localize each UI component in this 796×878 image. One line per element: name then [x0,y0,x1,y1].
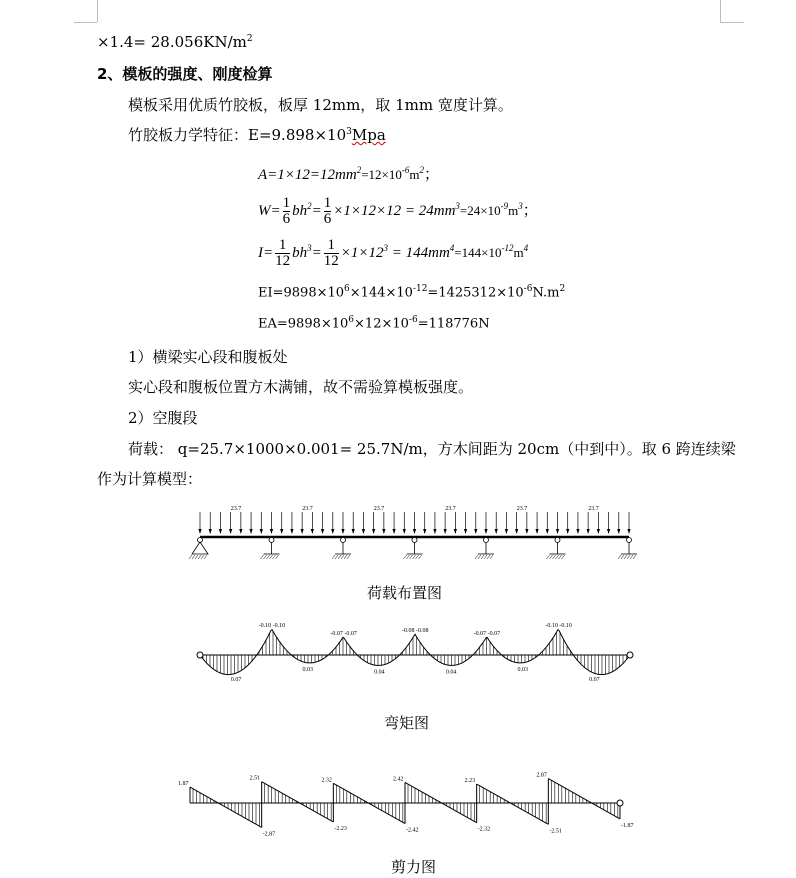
support-hatch [490,555,493,559]
moment-span-label: 0.03 [517,666,528,673]
load-arrowhead [229,529,232,534]
load-arrowhead [535,529,538,534]
support-hatch [547,555,550,559]
shear-top-label: 2.23 [464,778,476,785]
moment-support-label: -0.08 -0.08 [402,628,429,635]
support-hatch [261,555,264,559]
load-arrowhead [413,529,416,534]
support-hatch [553,555,556,559]
paragraph-material: 竹胶板力学特征：$E=9.898\times 10^3Mpa$ [128,126,386,144]
load-arrowhead [392,529,395,534]
section-heading: 2、模板的强度、刚度检算 [97,65,273,83]
support-hatch [484,555,487,559]
load-arrowhead [484,529,487,534]
caption-load-diagram: 荷载布置图 [367,584,443,602]
load-arrowhead [280,529,283,534]
load-arrowhead [607,529,610,534]
support-fixed [192,542,208,554]
shear-top-label: 2.32 [321,777,332,784]
moment-support-label: -0.10 -0.10 [545,623,572,629]
support-hatch [341,555,344,559]
list-item-solid-section: 1）横梁实心段和腹板处 [128,348,288,366]
load-arrowhead [239,529,242,534]
load-arrowhead [627,529,630,534]
load-arrowhead [331,529,334,534]
shear-top-label: 2.42 [393,776,404,783]
support-hatch [419,555,422,559]
load-arrowhead [576,529,579,534]
support-hatch [624,555,627,559]
load-value-label: 23.7 [302,506,313,512]
load-arrowhead [260,529,263,534]
formula-area: $A=1\times 12=12mm^2=12\times 10^{-6}m^2$； [258,165,440,183]
support-hatch [404,555,407,559]
support-pin [412,538,417,543]
load-arrowhead [515,529,518,534]
support-hatch [407,555,410,559]
support-hatch [189,555,192,559]
support-hatch [264,555,267,559]
load-arrowhead [474,529,477,534]
shear-bottom-label: -2.42 [406,827,419,834]
moment-support-label: -0.07 -0.07 [473,630,501,637]
corner-mark-left-h [74,22,97,23]
load-arrowhead [454,529,457,534]
load-value-label: 23.7 [373,506,385,512]
load-arrowhead [209,529,212,534]
paragraph-model: 作为计算模型： [97,470,203,488]
corner-mark-right-h [720,22,744,23]
load-arrowhead [311,529,314,534]
load-arrowhead [290,529,293,534]
support-hatch [550,555,553,559]
support-hatch [413,555,416,559]
load-arrowhead [423,529,426,534]
moment-span-label: 0.07 [589,677,600,684]
support-pin [341,538,346,543]
support-pin [627,538,632,543]
support-hatch [335,555,338,559]
load-arrowhead [464,529,467,534]
support-hatch [487,555,490,559]
shear-top-label: 2.51 [249,775,261,782]
line-continued: $\times 1.4= 28.056KN/m^2$ [97,33,253,51]
shear-diagram [170,765,640,840]
shear-slope-line [190,787,262,827]
moment-support-label: -0.10 -0.10 [258,623,286,629]
support-hatch [198,555,201,559]
support-pin [269,538,274,543]
formula-ei: $EI=9898\times 10^6\times 144\times 10^{-12}=1425312\times 10^{-6}N.m^2$ [258,284,566,301]
load-arrowhead [433,529,436,534]
shear-bottom-label: -1.87 [621,822,634,829]
moment-diagram [190,615,640,690]
support-hatch [204,555,207,559]
formula-inertia: I= $\frac{1}{12}$ $bh^3=$ $\frac{1}{12}$ $\times 1\times 12^3 = 144mm^4=144\times 10^{-12}m^4$ [258,237,529,269]
load-arrowhead [495,529,498,534]
load-value-label: 23.7 [516,506,528,512]
corner-mark-left [97,0,98,22]
support-hatch [344,555,347,559]
load-arrowhead [341,529,344,534]
shear-bottom-label: -2.23 [334,825,347,832]
load-value-label: 23.7 [445,506,456,512]
load-arrowhead [617,529,620,534]
support-hatch [273,555,276,559]
load-arrowhead [219,529,222,534]
shear-bottom-label: -2.87 [262,831,276,838]
caption-moment-diagram: 弯矩图 [384,714,430,732]
support-hatch [630,555,633,559]
moment-span-label: 0.04 [445,669,457,676]
support-hatch [195,555,198,559]
shear-slope-line [262,782,334,822]
load-arrowhead [403,529,406,534]
load-arrowhead [546,529,549,534]
load-arrowhead [597,529,600,534]
support-hatch [478,555,481,559]
load-value-label: 23.7 [588,506,599,512]
support-hatch [621,555,624,559]
load-arrowhead [587,529,590,534]
support-hatch [276,555,279,559]
support-hatch [475,555,478,559]
support-hatch [338,555,341,559]
support-hatch [201,555,204,559]
support-hatch [416,555,419,559]
moment-span-label: 0.04 [374,669,385,676]
load-arrowhead [249,529,252,534]
support-hatch [410,555,413,559]
moment-support-label: -0.07 -0.07 [330,630,357,637]
support-hatch [332,555,335,559]
support-pin [484,538,489,543]
load-diagram [180,500,650,570]
paragraph-load: 荷载： q=25.7×1000×0.001= 25.7N/m，方木间距为 20cm（中到中）。取 6 跨连续梁 [128,440,736,458]
support-hatch [347,555,350,559]
load-arrowhead [270,529,273,534]
corner-mark-right [720,0,721,22]
load-arrowhead [301,529,304,534]
shear-top-label: 2.87 [536,772,547,779]
support-hatch [270,555,273,559]
support-pin [555,538,560,543]
formula-section-modulus: W= $\frac{1}{6}$ $bh^2=$ $\frac{1}{6}$ $\times 1\times 12\times 12 = 24mm^3=24\times 10^{-9}m^3$； [258,195,538,227]
load-arrowhead [556,529,559,534]
load-arrowhead [321,529,324,534]
support-hatch [192,555,195,559]
paragraph-solid-section: 实心段和腹板位置方木满铺，故不需验算模板强度。 [128,378,474,396]
moment-span-label: 0.03 [302,666,313,673]
list-item-hollow-section: 2）空腹段 [128,409,198,427]
support-hatch [559,555,562,559]
load-arrowhead [352,529,355,534]
shear-bottom-label: -2.51 [549,828,562,835]
support-hatch [633,555,636,559]
load-arrowhead [382,529,385,534]
load-value-label: 23.7 [230,506,242,512]
paragraph-formwork: 模板采用优质竹胶板，板厚 12mm，取 1mm 宽度计算。 [128,96,513,114]
load-arrowhead [444,529,447,534]
load-arrowhead [525,529,528,534]
load-arrowhead [566,529,569,534]
moment-span-label: 0.07 [230,677,242,684]
caption-shear-diagram: 剪力图 [391,858,437,876]
shear-slope-line [548,779,620,819]
support-hatch [618,555,621,559]
shear-top-label: 1.87 [178,781,189,788]
load-arrowhead [372,529,375,534]
support-hatch [562,555,565,559]
support-hatch [627,555,630,559]
formula-ea: $EA=9898\times 10^6\times 12\times 10^{-6}=118776N$ [258,315,490,332]
load-arrowhead [362,529,365,534]
support-hatch [556,555,559,559]
load-arrowhead [198,529,201,534]
shear-bottom-label: -2.32 [477,826,491,833]
support-hatch [481,555,484,559]
shear-slope-line [477,784,549,824]
support-hatch [267,555,270,559]
load-arrowhead [505,529,508,534]
